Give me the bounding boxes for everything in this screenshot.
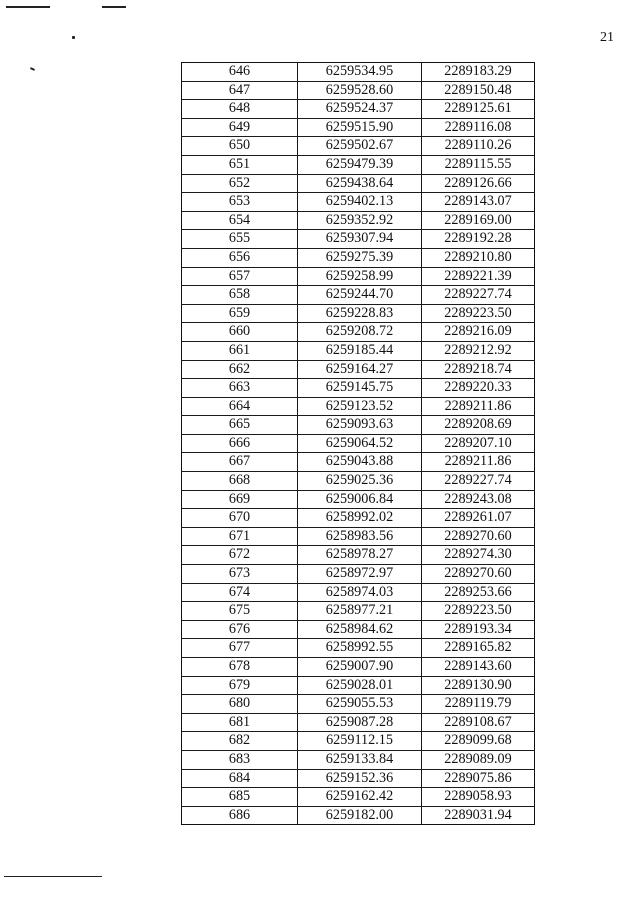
y-coordinate-cell: 2289075.86 bbox=[422, 769, 535, 788]
table-row bbox=[182, 695, 535, 714]
point-number-cell: 679 bbox=[182, 676, 298, 695]
table-row bbox=[182, 620, 535, 639]
x-coordinate-cell: 6259123.52 bbox=[298, 397, 422, 416]
point-number-cell: 647 bbox=[182, 81, 298, 100]
y-coordinate-cell: 2289169.00 bbox=[422, 211, 535, 230]
table-row bbox=[182, 546, 535, 565]
x-coordinate-cell: 6259025.36 bbox=[298, 472, 422, 491]
y-coordinate-cell: 2289270.60 bbox=[422, 565, 535, 584]
point-number-cell: 686 bbox=[182, 806, 298, 825]
x-coordinate-cell: 6259112.15 bbox=[298, 732, 422, 751]
page-number: 21 bbox=[600, 30, 614, 45]
y-coordinate-cell: 2289211.86 bbox=[422, 453, 535, 472]
footnote-rule bbox=[4, 876, 102, 877]
table-row bbox=[182, 360, 535, 379]
x-coordinate-cell: 6259502.67 bbox=[298, 137, 422, 156]
point-number-cell: 649 bbox=[182, 118, 298, 137]
table-row bbox=[182, 713, 535, 732]
point-number-cell: 682 bbox=[182, 732, 298, 751]
x-coordinate-cell: 6259307.94 bbox=[298, 230, 422, 249]
table-row bbox=[182, 434, 535, 453]
table-row bbox=[182, 602, 535, 621]
table-row bbox=[182, 732, 535, 751]
x-coordinate-cell: 6259208.72 bbox=[298, 323, 422, 342]
scan-speck bbox=[30, 67, 35, 71]
point-number-cell: 669 bbox=[182, 490, 298, 509]
y-coordinate-cell: 2289227.74 bbox=[422, 472, 535, 491]
table-row bbox=[182, 118, 535, 137]
y-coordinate-cell: 2289192.28 bbox=[422, 230, 535, 249]
x-coordinate-cell: 6258984.62 bbox=[298, 620, 422, 639]
x-coordinate-cell: 6259479.39 bbox=[298, 155, 422, 174]
table-row bbox=[182, 63, 535, 82]
y-coordinate-cell: 2289261.07 bbox=[422, 509, 535, 528]
x-coordinate-cell: 6259534.95 bbox=[298, 63, 422, 82]
point-number-cell: 664 bbox=[182, 397, 298, 416]
point-number-cell: 657 bbox=[182, 267, 298, 286]
table-row bbox=[182, 639, 535, 658]
x-coordinate-cell: 6259043.88 bbox=[298, 453, 422, 472]
point-number-cell: 666 bbox=[182, 434, 298, 453]
y-coordinate-cell: 2289243.08 bbox=[422, 490, 535, 509]
table-row bbox=[182, 81, 535, 100]
y-coordinate-cell: 2289126.66 bbox=[422, 174, 535, 193]
y-coordinate-cell: 2289221.39 bbox=[422, 267, 535, 286]
table-row bbox=[182, 416, 535, 435]
table-row bbox=[182, 379, 535, 398]
scan-speck bbox=[72, 36, 75, 39]
point-number-cell: 656 bbox=[182, 248, 298, 267]
x-coordinate-cell: 6259064.52 bbox=[298, 434, 422, 453]
y-coordinate-cell: 2289212.92 bbox=[422, 341, 535, 360]
x-coordinate-cell: 6259055.53 bbox=[298, 695, 422, 714]
y-coordinate-cell: 2289116.08 bbox=[422, 118, 535, 137]
table-row bbox=[182, 583, 535, 602]
table-row bbox=[182, 267, 535, 286]
y-coordinate-cell: 2289115.55 bbox=[422, 155, 535, 174]
y-coordinate-cell: 2289193.34 bbox=[422, 620, 535, 639]
y-coordinate-cell: 2289253.66 bbox=[422, 583, 535, 602]
y-coordinate-cell: 2289119.79 bbox=[422, 695, 535, 714]
x-coordinate-cell: 6259515.90 bbox=[298, 118, 422, 137]
y-coordinate-cell: 2289108.67 bbox=[422, 713, 535, 732]
x-coordinate-cell: 6258983.56 bbox=[298, 527, 422, 546]
point-number-cell: 653 bbox=[182, 193, 298, 212]
point-number-cell: 661 bbox=[182, 341, 298, 360]
x-coordinate-cell: 6258977.21 bbox=[298, 602, 422, 621]
point-number-cell: 659 bbox=[182, 304, 298, 323]
x-coordinate-cell: 6259006.84 bbox=[298, 490, 422, 509]
x-coordinate-cell: 6259528.60 bbox=[298, 81, 422, 100]
table-row bbox=[182, 286, 535, 305]
point-number-cell: 665 bbox=[182, 416, 298, 435]
y-coordinate-cell: 2289223.50 bbox=[422, 602, 535, 621]
y-coordinate-cell: 2289210.80 bbox=[422, 248, 535, 267]
x-coordinate-cell: 6259258.99 bbox=[298, 267, 422, 286]
x-coordinate-cell: 6258978.27 bbox=[298, 546, 422, 565]
table-row bbox=[182, 230, 535, 249]
table-row bbox=[182, 304, 535, 323]
point-number-cell: 667 bbox=[182, 453, 298, 472]
y-coordinate-cell: 2289220.33 bbox=[422, 379, 535, 398]
point-number-cell: 668 bbox=[182, 472, 298, 491]
x-coordinate-cell: 6259524.37 bbox=[298, 100, 422, 119]
x-coordinate-cell: 6258974.03 bbox=[298, 583, 422, 602]
x-coordinate-cell: 6258972.97 bbox=[298, 565, 422, 584]
y-coordinate-cell: 2289274.30 bbox=[422, 546, 535, 565]
point-number-cell: 651 bbox=[182, 155, 298, 174]
x-coordinate-cell: 6259152.36 bbox=[298, 769, 422, 788]
point-number-cell: 674 bbox=[182, 583, 298, 602]
table-row bbox=[182, 341, 535, 360]
point-number-cell: 648 bbox=[182, 100, 298, 119]
y-coordinate-cell: 2289183.29 bbox=[422, 63, 535, 82]
x-coordinate-cell: 6258992.55 bbox=[298, 639, 422, 658]
point-number-cell: 684 bbox=[182, 769, 298, 788]
y-coordinate-cell: 2289223.50 bbox=[422, 304, 535, 323]
y-coordinate-cell: 2289208.69 bbox=[422, 416, 535, 435]
table-row bbox=[182, 323, 535, 342]
table-row bbox=[182, 137, 535, 156]
point-number-cell: 673 bbox=[182, 565, 298, 584]
y-coordinate-cell: 2289130.90 bbox=[422, 676, 535, 695]
x-coordinate-cell: 6259402.13 bbox=[298, 193, 422, 212]
table-row bbox=[182, 100, 535, 119]
x-coordinate-cell: 6259133.84 bbox=[298, 750, 422, 769]
point-number-cell: 678 bbox=[182, 658, 298, 677]
header-rule-left bbox=[6, 6, 50, 8]
x-coordinate-cell: 6259164.27 bbox=[298, 360, 422, 379]
table-row bbox=[182, 472, 535, 491]
table-row bbox=[182, 750, 535, 769]
point-number-cell: 671 bbox=[182, 527, 298, 546]
x-coordinate-cell: 6259162.42 bbox=[298, 788, 422, 807]
y-coordinate-cell: 2289207.10 bbox=[422, 434, 535, 453]
header-rule-right bbox=[102, 6, 126, 8]
y-coordinate-cell: 2289218.74 bbox=[422, 360, 535, 379]
y-coordinate-cell: 2289110.26 bbox=[422, 137, 535, 156]
table-row bbox=[182, 676, 535, 695]
point-number-cell: 655 bbox=[182, 230, 298, 249]
x-coordinate-cell: 6259182.00 bbox=[298, 806, 422, 825]
table-row bbox=[182, 658, 535, 677]
point-number-cell: 650 bbox=[182, 137, 298, 156]
x-coordinate-cell: 6259093.63 bbox=[298, 416, 422, 435]
coordinate-table bbox=[181, 62, 535, 825]
point-number-cell: 670 bbox=[182, 509, 298, 528]
y-coordinate-cell: 2289270.60 bbox=[422, 527, 535, 546]
point-number-cell: 646 bbox=[182, 63, 298, 82]
y-coordinate-cell: 2289165.82 bbox=[422, 639, 535, 658]
table-row bbox=[182, 565, 535, 584]
point-number-cell: 660 bbox=[182, 323, 298, 342]
y-coordinate-cell: 2289125.61 bbox=[422, 100, 535, 119]
x-coordinate-cell: 6259087.28 bbox=[298, 713, 422, 732]
point-number-cell: 681 bbox=[182, 713, 298, 732]
y-coordinate-cell: 2289099.68 bbox=[422, 732, 535, 751]
x-coordinate-cell: 6259438.64 bbox=[298, 174, 422, 193]
point-number-cell: 663 bbox=[182, 379, 298, 398]
table-row bbox=[182, 248, 535, 267]
table-row bbox=[182, 397, 535, 416]
table-row bbox=[182, 211, 535, 230]
point-number-cell: 676 bbox=[182, 620, 298, 639]
y-coordinate-cell: 2289227.74 bbox=[422, 286, 535, 305]
x-coordinate-cell: 6258992.02 bbox=[298, 509, 422, 528]
y-coordinate-cell: 2289089.09 bbox=[422, 750, 535, 769]
coordinate-table-body bbox=[182, 63, 535, 825]
point-number-cell: 675 bbox=[182, 602, 298, 621]
point-number-cell: 662 bbox=[182, 360, 298, 379]
point-number-cell: 658 bbox=[182, 286, 298, 305]
point-number-cell: 654 bbox=[182, 211, 298, 230]
table-row bbox=[182, 453, 535, 472]
table-row bbox=[182, 527, 535, 546]
x-coordinate-cell: 6259228.83 bbox=[298, 304, 422, 323]
table-row bbox=[182, 788, 535, 807]
table-row bbox=[182, 806, 535, 825]
y-coordinate-cell: 2289211.86 bbox=[422, 397, 535, 416]
table-row bbox=[182, 174, 535, 193]
point-number-cell: 685 bbox=[182, 788, 298, 807]
x-coordinate-cell: 6259185.44 bbox=[298, 341, 422, 360]
point-number-cell: 672 bbox=[182, 546, 298, 565]
x-coordinate-cell: 6259028.01 bbox=[298, 676, 422, 695]
table-row bbox=[182, 769, 535, 788]
x-coordinate-cell: 6259007.90 bbox=[298, 658, 422, 677]
table-row bbox=[182, 509, 535, 528]
y-coordinate-cell: 2289150.48 bbox=[422, 81, 535, 100]
x-coordinate-cell: 6259275.39 bbox=[298, 248, 422, 267]
x-coordinate-cell: 6259352.92 bbox=[298, 211, 422, 230]
y-coordinate-cell: 2289031.94 bbox=[422, 806, 535, 825]
table-row bbox=[182, 193, 535, 212]
table-row bbox=[182, 155, 535, 174]
y-coordinate-cell: 2289143.60 bbox=[422, 658, 535, 677]
point-number-cell: 683 bbox=[182, 750, 298, 769]
table-row bbox=[182, 490, 535, 509]
point-number-cell: 680 bbox=[182, 695, 298, 714]
point-number-cell: 677 bbox=[182, 639, 298, 658]
y-coordinate-cell: 2289143.07 bbox=[422, 193, 535, 212]
x-coordinate-cell: 6259145.75 bbox=[298, 379, 422, 398]
y-coordinate-cell: 2289216.09 bbox=[422, 323, 535, 342]
y-coordinate-cell: 2289058.93 bbox=[422, 788, 535, 807]
x-coordinate-cell: 6259244.70 bbox=[298, 286, 422, 305]
point-number-cell: 652 bbox=[182, 174, 298, 193]
